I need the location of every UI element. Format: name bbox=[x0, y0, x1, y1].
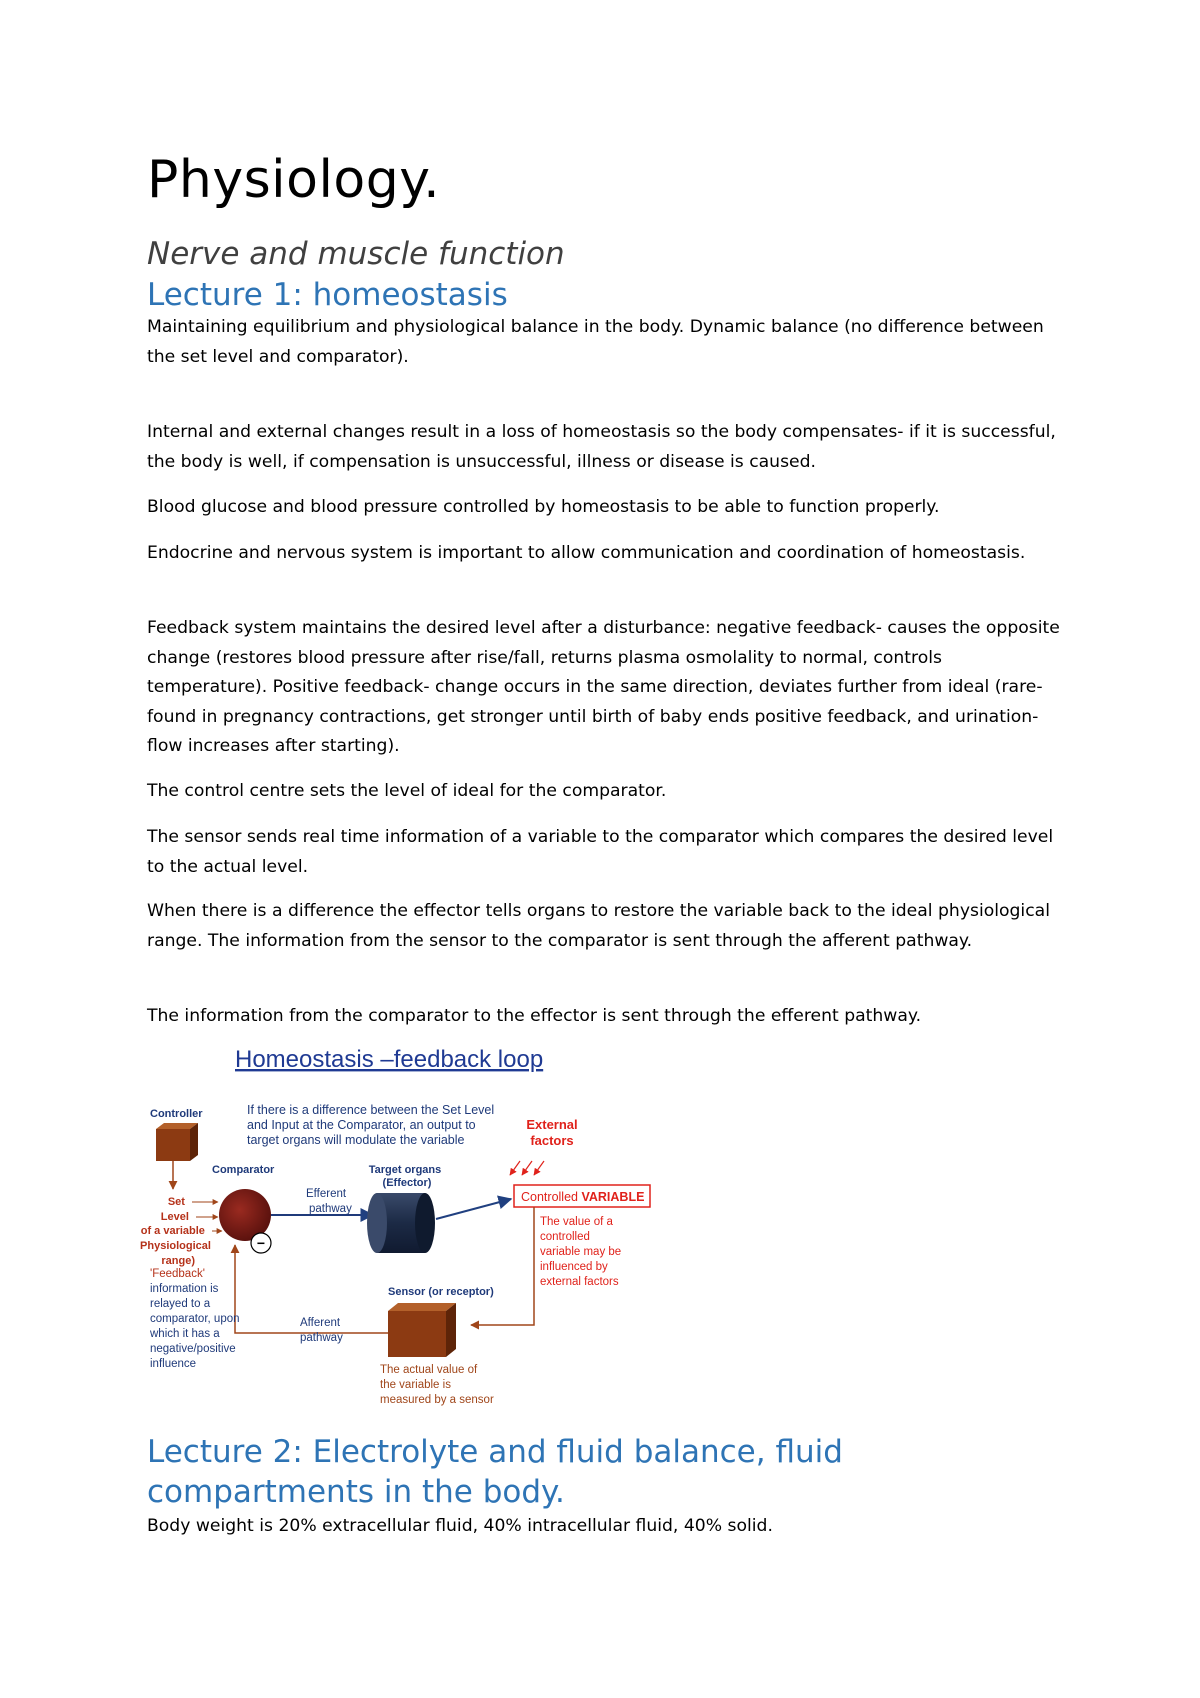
note-line: target organs will modulate the variable bbox=[247, 1133, 465, 1147]
controller-box bbox=[156, 1123, 198, 1161]
feedback-line: which it has a bbox=[150, 1328, 220, 1340]
effector-arrow bbox=[436, 1199, 511, 1219]
lecture-2-heading-line-1: Lecture 2: Electrolyte and fluid balance, fluid bbox=[147, 1434, 843, 1470]
set-level-line: of a variable bbox=[140, 1225, 205, 1237]
set-level-line: range) bbox=[161, 1255, 195, 1267]
feedback-loop-diagram bbox=[140, 1043, 680, 1413]
feedback-line: influence bbox=[150, 1358, 197, 1370]
document-subtitle: Nerve and muscle function bbox=[147, 236, 565, 272]
external-factor-arrows bbox=[510, 1161, 544, 1175]
efferent-line: Efferent bbox=[306, 1188, 347, 1200]
feedback-line: negative/positive bbox=[150, 1343, 236, 1355]
afferent-line: pathway bbox=[300, 1332, 343, 1344]
set-level-line: Set bbox=[167, 1196, 185, 1208]
paragraph: Feedback system maintains the desired level after a disturbance: negative feedback- causes the opposite change (restores blood pressure after rise/fall, returns plasma osmolality to normal, controls temperature). Positive feedback- change occurs in the same direction, deviates further from ideal (rare- found in pregnancy contractions, get stronger until birth of baby ends positive feedback, and urination- flow increases after starting). bbox=[147, 618, 1060, 756]
actual-value-note bbox=[380, 1364, 494, 1406]
effector-cylinder bbox=[367, 1193, 435, 1253]
set-level-label bbox=[140, 1196, 214, 1267]
feedback-line: relayed to a bbox=[150, 1298, 211, 1310]
external-factors-label: factors bbox=[530, 1133, 574, 1148]
paragraph: Internal and external changes result in a loss of homeostasis so the body compensates- if it is successful, the body is well, if compensation is unsuccessful, illness or disease is caused. bbox=[147, 422, 1056, 472]
sensor-box bbox=[388, 1303, 456, 1357]
paragraph: Body weight is 20% extracellular fluid, 40% intracellular fluid, 40% solid. bbox=[147, 1516, 773, 1536]
variable-note-line: influenced by bbox=[540, 1261, 608, 1273]
efferent-line: pathway bbox=[309, 1203, 352, 1215]
feedback-line: comparator, upon bbox=[150, 1313, 240, 1325]
document-title: Physiology. bbox=[147, 150, 441, 210]
paragraph: The information from the comparator to the effector is sent through the efferent pathway. bbox=[147, 1006, 922, 1026]
controlled-variable-label: Controlled VARIABLE bbox=[521, 1190, 645, 1204]
variable-note-line: variable may be bbox=[540, 1246, 622, 1258]
negative-sign: − bbox=[256, 1235, 266, 1251]
paragraph: Endocrine and nervous system is important to allow communication and coordination of homeostasis. bbox=[147, 543, 1026, 563]
note-line: If there is a difference between the Set Level bbox=[247, 1103, 495, 1117]
actual-value-line: The actual value of bbox=[380, 1364, 478, 1376]
variable-note-line: controlled bbox=[540, 1231, 590, 1243]
paragraph: The sensor sends real time information of a variable to the comparator which compares the desired level to the actual level. bbox=[147, 827, 1054, 877]
paragraph: Maintaining equilibrium and physiological balance in the body. Dynamic balance (no difference between the set level and comparator). bbox=[147, 317, 1044, 367]
actual-value-line: the variable is bbox=[380, 1379, 451, 1391]
lecture-1-heading: Lecture 1: homeostasis bbox=[147, 277, 508, 313]
set-level-line: (Physiological bbox=[140, 1240, 211, 1252]
actual-value-line: measured by a sensor bbox=[380, 1394, 494, 1406]
target-organs-label: (Effector) bbox=[382, 1177, 432, 1189]
paragraph: When there is a difference the effector tells organs to restore the variable back to the ideal physiological range. The information from the sensor to the comparator is sent through the afferent pathway. bbox=[147, 901, 1050, 951]
external-factors-label: External bbox=[526, 1117, 578, 1132]
variable-note-line: The value of a bbox=[540, 1216, 613, 1228]
effector-note bbox=[247, 1103, 498, 1147]
feedback-line: 'Feedback' bbox=[150, 1268, 205, 1280]
efferent-pathway-label bbox=[306, 1188, 352, 1215]
target-organs-label: Target organs bbox=[368, 1164, 442, 1176]
controller-label: Controller bbox=[150, 1108, 203, 1120]
afferent-line: Afferent bbox=[300, 1317, 341, 1329]
sensor-label: Sensor (or receptor) bbox=[388, 1286, 494, 1298]
diagram-svg bbox=[140, 1043, 680, 1413]
feedback-note bbox=[149, 1268, 243, 1370]
variable-note-line: external factors bbox=[540, 1276, 619, 1288]
variable-to-sensor-arrow bbox=[471, 1207, 534, 1325]
diagram-title: Homeostasis –feedback loop bbox=[235, 1046, 544, 1073]
comparator-label: Comparator bbox=[212, 1164, 275, 1176]
set-level-line: Level bbox=[160, 1211, 189, 1223]
afferent-pathway-label bbox=[300, 1317, 343, 1344]
note-line: and Input at the Comparator, an output to bbox=[247, 1118, 476, 1132]
paragraph: Blood glucose and blood pressure controlled by homeostasis to be able to function properly. bbox=[147, 497, 940, 517]
variable-note bbox=[540, 1216, 624, 1288]
paragraph: The control centre sets the level of ideal for the comparator. bbox=[147, 781, 667, 801]
feedback-line: information is bbox=[150, 1283, 219, 1295]
lecture-2-heading-line-2: compartments in the body. bbox=[147, 1474, 565, 1510]
